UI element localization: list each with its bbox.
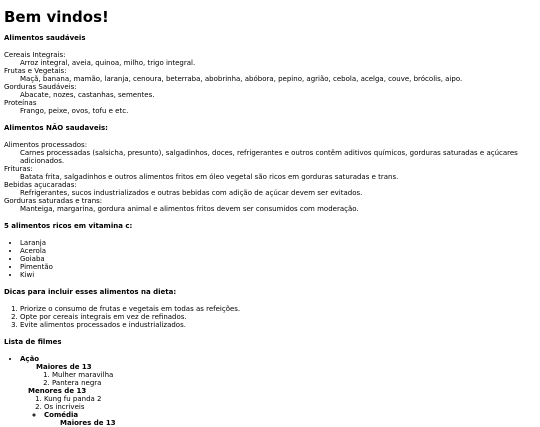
healthy-term: Frutas e Vegetais: — [4, 67, 67, 75]
page-title: Bem vindos! — [4, 8, 109, 26]
list-item: • Pimentão — [20, 263, 536, 271]
unhealthy-desc: Carnes processadas (salsicha, presunto), salgadinhos, doces, refrigerantes e outros contêm aditivos químicos, gorduras saturadas e açúcares adicionados. — [20, 149, 518, 165]
unhealthy-desc: Manteiga, margarina, gordura animal e alimentos fritos devem ser consumidos com moderação. — [20, 205, 359, 213]
films-list — [4, 355, 536, 427]
list-item: 2. Opte por cereais integrais em vez de refinados. — [20, 313, 536, 321]
list-item: 1. Kung fu panda 2 — [44, 395, 536, 403]
healthy-desc: Arroz integral, aveia, quinoa, milho, trigo integral. — [20, 59, 196, 67]
list-item: • Kiwi — [20, 271, 536, 279]
subgenre-name: Comédia — [44, 411, 79, 419]
list-item: 1. Priorize o consumo de frutas e vegetais em todas as refeições. — [20, 305, 536, 313]
unhealthy-term: Bebidas açucaradas: — [4, 181, 77, 189]
list-item: 2. Pantera negra — [52, 379, 536, 387]
group-label: Maiores de 13 — [36, 363, 92, 371]
films-heading: Lista de filmes — [4, 338, 62, 346]
list-item: 2. Os incriveis — [44, 403, 536, 411]
healthy-heading: Alimentos saudáveis — [4, 34, 86, 42]
healthy-desc: Maçã, banana, mamão, laranja, cenoura, beterraba, abobrinha, abóbora, pepino, agrião, cebola, acelga, couve, brócolis, aipo. — [20, 75, 463, 83]
unhealthy-term: Gorduras saturadas e trans: — [4, 197, 103, 205]
unhealthy-heading: Alimentos NÃO saudaveis: — [4, 124, 108, 132]
subgenre-item — [44, 411, 536, 427]
group-titles — [36, 371, 536, 387]
genre-groups — [28, 387, 536, 427]
unhealthy-desc: Batata frita, salgadinhos e outros alimentos fritos em óleo vegetal são ricos em gorduras saturadas e trans. — [20, 173, 399, 181]
healthy-term: Proteínas — [4, 99, 37, 107]
list-item: • Laranja — [20, 239, 536, 247]
healthy-list — [4, 51, 536, 115]
healthy-desc: Frango, peixe, ovos, tofu e etc. — [20, 107, 129, 115]
tips-heading: Dicas para incluir esses alimentos na dieta: — [4, 288, 177, 296]
unhealthy-term: Frituras: — [4, 165, 33, 173]
group-titles — [28, 395, 536, 427]
unhealthy-desc: Refrigerantes, sucos industrializados e outras bebidas com adição de açúcar devem ser evitados. — [20, 189, 363, 197]
genre-groups — [20, 363, 536, 387]
vitamin-c-list — [4, 239, 536, 279]
list-item: 1. Mulher maravilha — [52, 371, 536, 379]
group-label: Menores de 13 — [28, 387, 87, 395]
healthy-term: Cereais Integrais: — [4, 51, 66, 59]
unhealthy-list — [4, 141, 536, 213]
list-item: • Goiaba — [20, 255, 536, 263]
genre-name: Ação — [20, 355, 40, 363]
unhealthy-term: Alimentos processados: — [4, 141, 88, 149]
genre-item — [20, 355, 536, 427]
healthy-term: Gorduras Saudáveis: — [4, 83, 77, 91]
group-label: Maiores de 13 — [60, 419, 116, 427]
vitamin-c-heading: 5 alimentos ricos em vitamina c: — [4, 222, 133, 230]
list-item: 3. Evite alimentos processados e industrializados. — [20, 321, 536, 329]
tips-list — [4, 305, 536, 329]
healthy-desc: Abacate, nozes, castanhas, sementes. — [20, 91, 155, 99]
list-item: • Acerola — [20, 247, 536, 255]
